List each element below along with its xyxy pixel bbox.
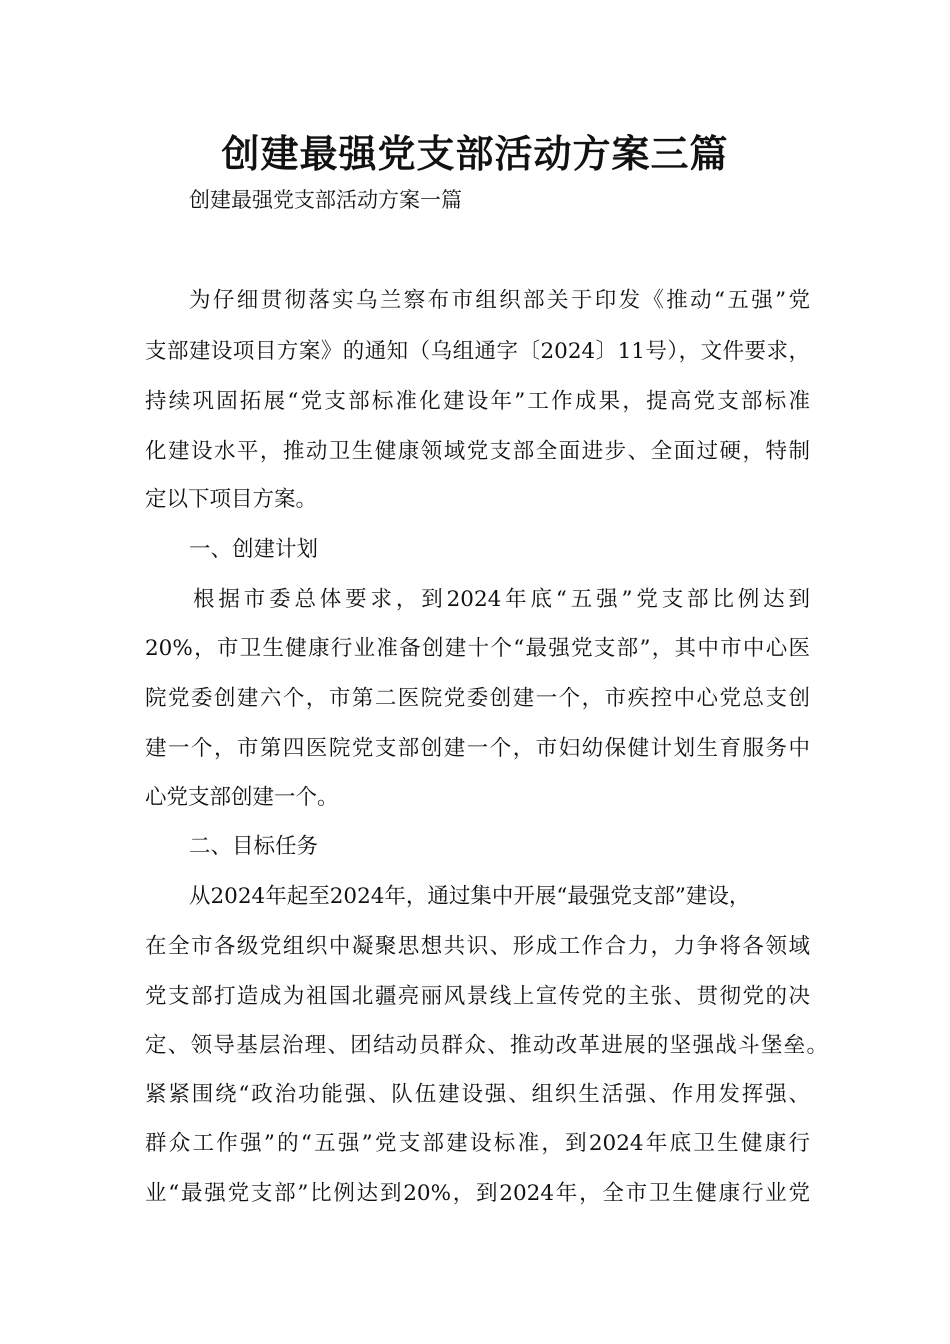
paragraph-3-line: 群众工作强”的“五强”党支部建设标准，到2024年底卫生健康行	[145, 1131, 810, 1156]
paragraph-1-line: 持续巩固拓展“党支部标准化建设年”工作成果，提高党支部标准	[145, 389, 810, 414]
paragraph-3-line: 在全市各级党组织中凝聚思想共识、形成工作合力，力争将各领域	[145, 934, 810, 959]
paragraph-1-line: 为仔细贯彻落实乌兰察布市组织部关于印发《推动“五强”党	[189, 288, 810, 313]
paragraph-3-line: 定、领导基层治理、团结动员群众、推动改革进展的坚强战斗堡垒。	[145, 1033, 828, 1058]
paragraph-2-line: 20%，市卫生健康行业准备创建十个“最强党支部”，其中市中心医	[145, 636, 810, 661]
paragraph-1-line: 支部建设项目方案》的通知（乌组通字〔2024〕11号），文件要求，	[145, 339, 810, 364]
paragraph-2-line: 建一个，市第四医院党支部创建一个，市妇幼保健计划生育服务中	[145, 736, 810, 761]
section-heading-1: 一、创建计划	[189, 537, 319, 562]
paragraph-2-line: 心党支部创建一个。	[145, 785, 339, 810]
paragraph-3-line: 业“最强党支部”比例达到20%，到2024年，全市卫生健康行业党	[145, 1181, 810, 1206]
document-title: 创建最强党支部活动方案三篇	[221, 132, 729, 176]
paragraph-1-line: 定以下项目方案。	[145, 487, 318, 512]
paragraph-3-line: 紧紧围绕“政治功能强、队伍建设强、组织生活强、作用发挥强、	[145, 1082, 810, 1107]
paragraph-1-line: 化建设水平，推动卫生健康领域党支部全面进步、全面过硬，特制	[145, 439, 810, 464]
paragraph-3-line: 党支部打造成为祖国北疆亮丽风景线上宣传党的主张、贯彻党的决	[145, 984, 810, 1009]
paragraph-2-line: 根据市委总体要求，到2024年底“五强”党支部比例达到	[193, 587, 810, 612]
section-heading-2: 二、目标任务	[189, 834, 319, 859]
paragraph-2-line: 院党委创建六个，市第二医院党委创建一个，市疾控中心党总支创	[145, 686, 810, 711]
document-subtitle: 创建最强党支部活动方案一篇	[189, 188, 462, 212]
paragraph-3-line: 从2024年起至2024年，通过集中开展“最强党支部”建设，	[189, 884, 751, 909]
